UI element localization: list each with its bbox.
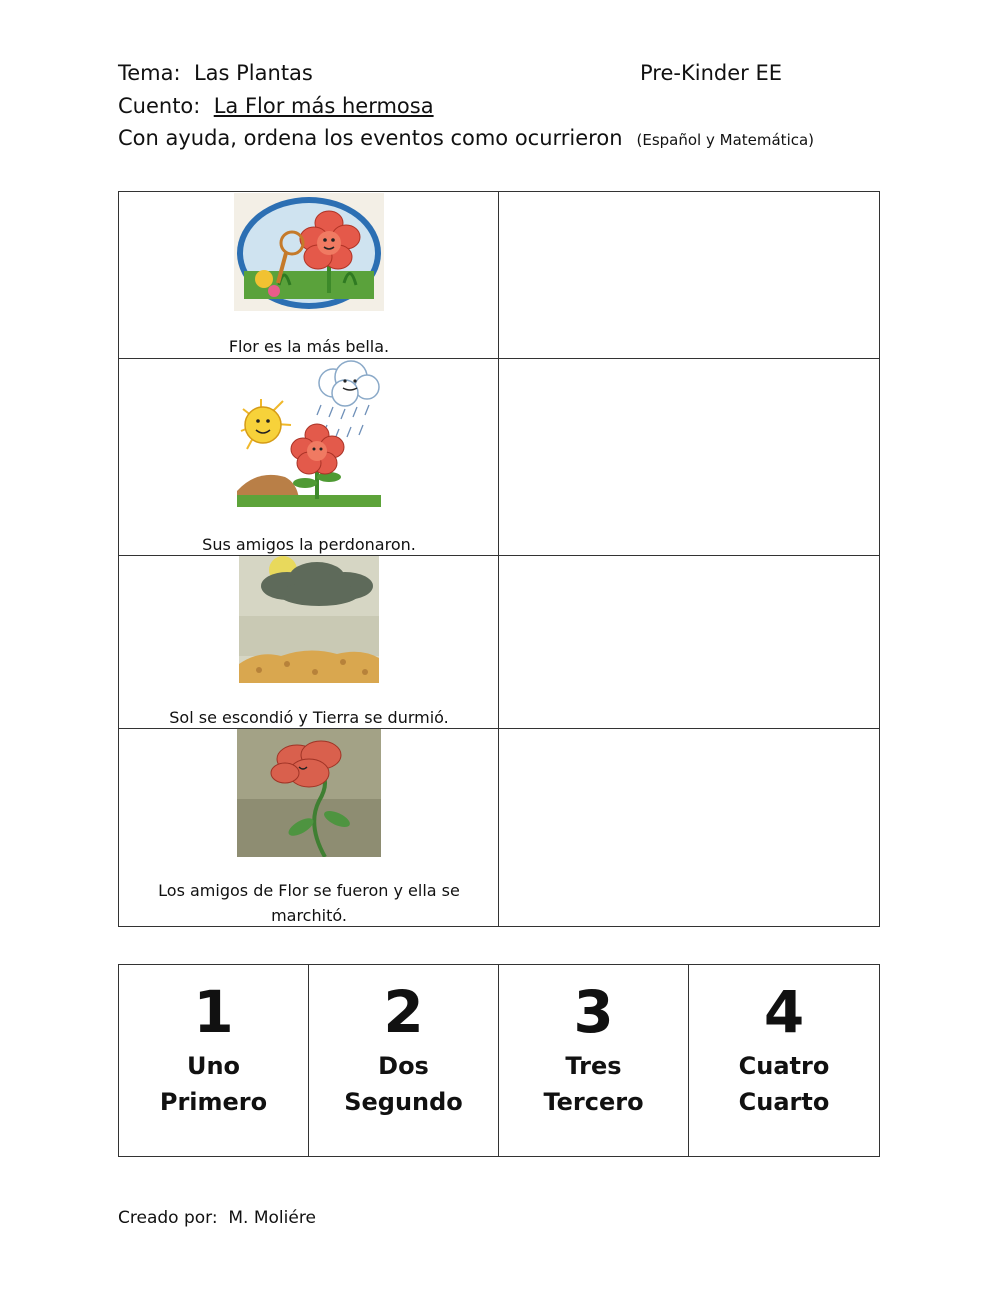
answer-cell xyxy=(499,192,879,358)
number-ordinal: Tercero xyxy=(543,1088,644,1116)
author-label: Creado por: xyxy=(118,1208,218,1228)
wilted-flower-illustration xyxy=(237,729,381,857)
event-caption: Sus amigos la perdonaron. xyxy=(202,535,416,554)
event-row-1 xyxy=(119,192,879,358)
number-ordinal: Segundo xyxy=(344,1088,463,1116)
answer-cell xyxy=(499,729,879,926)
author-name: M. Moliére xyxy=(228,1208,316,1228)
event-row-3 xyxy=(119,555,879,728)
event-caption: Sol se escondió y Tierra se durmió. xyxy=(169,708,449,727)
number-card-4[interactable] xyxy=(689,965,879,1156)
sun-cloud-rain-illustration xyxy=(237,359,381,507)
subjects-note: (Español y Matemática) xyxy=(636,131,815,149)
answer-cell xyxy=(499,556,879,728)
author-credit xyxy=(118,1208,316,1228)
event-row-2 xyxy=(119,358,879,555)
story-line xyxy=(118,94,434,118)
instruction-line xyxy=(118,126,814,150)
number-card-1[interactable] xyxy=(119,965,309,1156)
event-row-4 xyxy=(119,728,879,926)
event-caption: Los amigos de Flor se fueron y ella se marchitó. xyxy=(158,881,460,925)
story-label: Cuento: xyxy=(118,94,201,118)
number-digit: 4 xyxy=(763,978,805,1046)
number-card-3[interactable] xyxy=(499,965,689,1156)
instruction-text: Con ayuda, ordena los eventos como ocurrieron xyxy=(118,126,623,150)
event-picture-cell xyxy=(119,192,499,358)
number-digit: 3 xyxy=(573,978,614,1046)
number-ordinal: Cuarto xyxy=(738,1088,830,1116)
number-digit: 2 xyxy=(383,978,424,1046)
story-events-table xyxy=(118,191,880,927)
number-cardinal: Uno xyxy=(186,1052,241,1080)
flower-magnifier-illustration xyxy=(234,193,384,311)
number-ordinal: Primero xyxy=(159,1088,268,1116)
event-picture-cell xyxy=(119,359,499,555)
event-picture-cell xyxy=(119,729,499,926)
story-title: La Flor más hermosa xyxy=(213,94,434,118)
number-cardinal: Dos xyxy=(378,1052,429,1080)
number-card-2[interactable] xyxy=(309,965,499,1156)
event-picture-cell xyxy=(119,556,499,728)
event-caption: Flor es la más bella. xyxy=(228,337,390,356)
ordinal-numbers-table xyxy=(118,964,880,1157)
topic-line xyxy=(118,61,313,85)
number-digit: 1 xyxy=(193,978,234,1046)
topic-value: Las Plantas xyxy=(193,61,313,85)
grade-level: Pre-Kinder EE xyxy=(640,61,782,85)
answer-cell xyxy=(499,359,879,555)
number-cardinal: Cuatro xyxy=(738,1052,830,1080)
hidden-sun-dark-cloud-illustration xyxy=(239,556,379,683)
number-cardinal: Tres xyxy=(565,1052,622,1080)
topic-label: Tema: xyxy=(118,61,181,85)
